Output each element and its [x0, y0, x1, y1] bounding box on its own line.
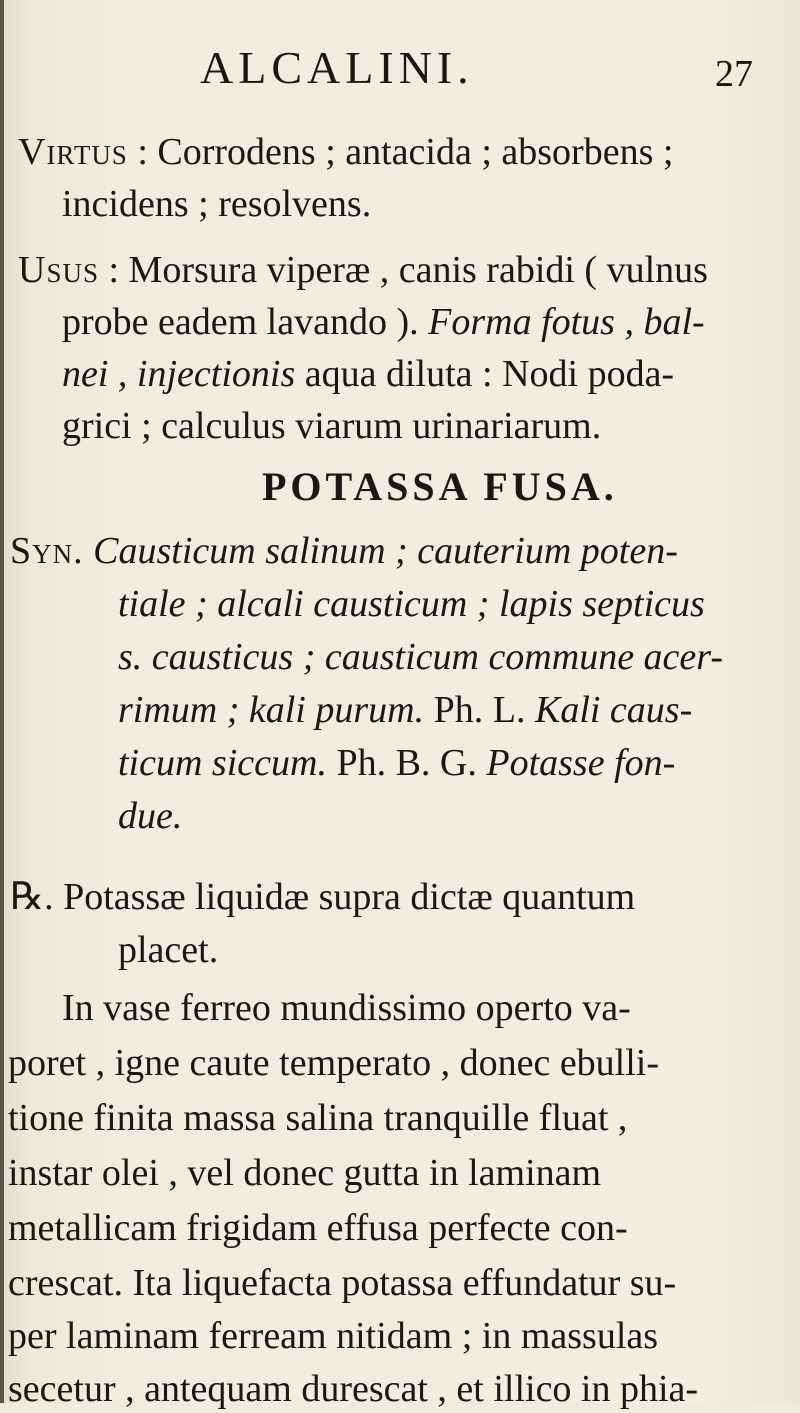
syn-line-1-text: Causticum salinum ; cauterium poten-: [83, 530, 678, 572]
usus-line-2: [62, 298, 705, 346]
page-gutter-edge: [0, 0, 4, 1403]
usus-text: : Morsura viperæ , canis rabidi ( vulnus: [98, 249, 708, 291]
body-line-2: poret , igne caute temperato , donec ebulli-: [8, 1042, 660, 1084]
syn-line-2: tiale ; alcali causticum ; lapis septicus: [118, 583, 705, 625]
syn-line-6: due.: [118, 795, 183, 837]
syn-line-1: [10, 527, 678, 575]
running-title: ALCALINI.: [200, 42, 474, 93]
virtus-line-2: incidens ; resolvens.: [62, 183, 372, 225]
body-line-4: instar olei , vel donec gutta in laminam: [8, 1152, 602, 1194]
usus-line-1: [18, 246, 708, 294]
virtus-line-1: [18, 128, 673, 176]
syn-line-5: [118, 739, 675, 787]
usus-line-2-roman: probe eadem lavando ).: [62, 301, 429, 343]
body-line-1: In vase ferreo mundissimo operto va-: [62, 987, 631, 1029]
page-number: 27: [715, 53, 753, 95]
syn-line-4-italic-a: rimum ; kali purum.: [118, 689, 425, 731]
syn-line-5-italic-b: Potasse fon-: [486, 742, 676, 784]
recipe-text: Potassæ liquidæ supra dictæ quantum: [53, 876, 636, 918]
recipe-line-1: [10, 873, 635, 921]
usus-term: Usus: [18, 249, 99, 291]
page-header: [0, 38, 800, 98]
recipe-symbol: ℞.: [10, 876, 54, 918]
usus-line-2-italic: Forma fotus , bal-: [428, 301, 705, 343]
syn-line-4-roman: Ph. L.: [424, 689, 535, 731]
recipe-line-2: placet.: [118, 929, 219, 971]
body-line-6: crescat. Ita liquefacta potassa effundatur su-: [8, 1262, 677, 1304]
syn-term: Syn.: [10, 530, 84, 572]
body-line-3: tione finita massa salina tranquille fluat ,: [8, 1097, 628, 1139]
body-line-8: secetur , antequam durescat , et illico in phia-: [8, 1368, 699, 1410]
syn-line-5-italic-a: ticum siccum.: [118, 742, 327, 784]
section-title: POTASSA FUSA.: [262, 464, 618, 509]
usus-line-4: grici ; calculus viarum urinariarum.: [62, 405, 602, 447]
syn-line-4-italic-b: Kali caus-: [534, 689, 693, 731]
usus-line-3-italic: nei , injectionis: [62, 353, 296, 395]
body-line-7: per laminam ferream nitidam ; in massulas: [8, 1315, 659, 1357]
virtus-text: : Corrodens ; antacida ; absorbens ;: [127, 131, 674, 173]
syn-line-5-roman: Ph. B. G.: [326, 742, 487, 784]
usus-line-3-roman: aqua diluta : Nodi poda-: [295, 353, 675, 395]
body-line-5: metallicam frigidam effusa perfecte con-: [8, 1207, 628, 1249]
virtus-term: Virtus: [18, 131, 128, 173]
usus-line-3: [62, 350, 674, 398]
syn-line-4: [118, 686, 692, 734]
syn-line-3: s. causticus ; causticum commune acer-: [118, 636, 723, 678]
